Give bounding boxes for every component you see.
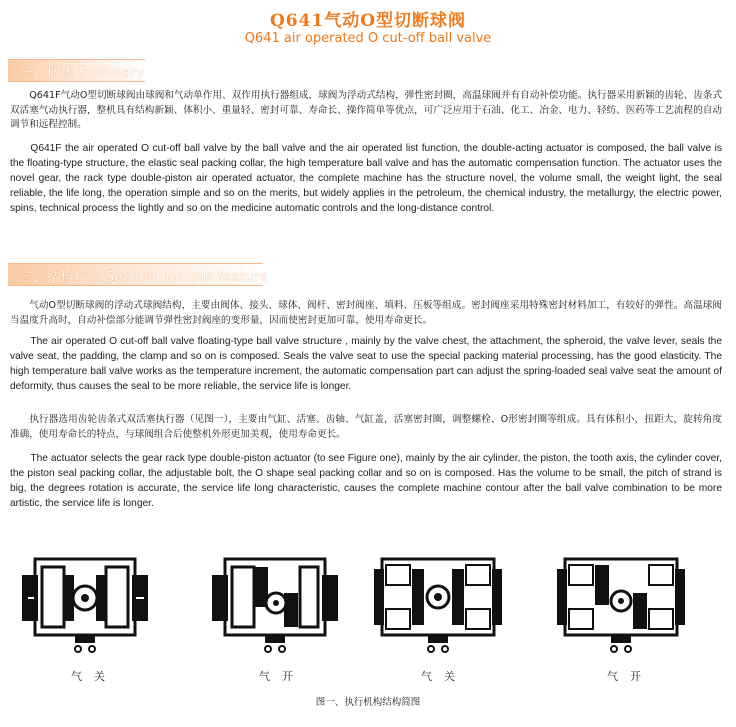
actuator-paragraph-en: The actuator selects the gear rack type double-piston actuator (to see Figure one), mainly by the air cylinder, the piston, the tooth axis, the cylinder cover, the piston seal packing collar, the adjustable bolt, the O shape seal packing collar and so on is composed. Has the volume to be small, the pitch of strand is big, the degrees rotation is accurate, the service life long characteristic, causes the complete machine contour after the ball valve combination to be more artistic, the service life is longer. <box>10 453 722 509</box>
actuator-paragraph-cn: 执行器选用齿轮齿条式双活塞执行器（见图一），主要由气缸、活塞、齿轴、气缸盖，活塞密封圈，调整螺栓、O形密封圈等组成。具有体积小，扭距大，旋转角度准确，使用寿命长的特点，与球阀组合后使整机外形更加美观，使用寿命更长。 <box>10 414 722 440</box>
ball-valve-paragraph-cn: 气动O型切断球阀的浮动式球阀结构，主要由阀体、接头、球体、阀杆、密封阀座、填料、压板等组成。密封阀座采用特殊密封材料加工，有较好的弹性。高温球阀当温度升高时，自动补偿部分能调节弹性密封阀座的变形量，因而使密封更加可靠，使用寿命更长。 <box>10 300 722 326</box>
section-header-summary <box>8 59 145 82</box>
section-heading: 一、概述 Summary <box>20 66 145 81</box>
page-title-en: Q641 air operated O cut-off ball valve <box>244 31 492 46</box>
actuator-diagram-1 <box>20 553 152 663</box>
summary-paragraph-cn: Q641F气动O型切断球阀由球阀和气动单作用、双作用执行器组成，球阀为浮动式结构，弹性密封圈，高温球阀并有自动补偿功能。执行器采用新颖的齿轮、齿条式双活塞气动执行器，整机具有结构新颖、体积小、重量轻、密封可靠、寿命长、操作简单等优点，可广泛应用于石油、化工、冶金、电力、轻纺、医药等工艺流程的自动调节和远程控制。 <box>10 90 722 130</box>
figure-caption: 图一、执行机构结构简图 <box>315 697 421 708</box>
section-header-features <box>8 263 269 286</box>
section-heading: 二、结构特点 Second, unique feature <box>20 270 269 285</box>
figure-label: 气开 <box>607 670 653 683</box>
actuator-diagram-2 <box>210 553 342 663</box>
summary-paragraph-en: Q641F the air operated O cut-off ball valve by the ball valve and the air operated list function, the double-acting actuator is composed, the ball valve is the floating-type structure, the elastic seal packing collar, the high temperature ball valve and has the automatic compensation function. The actuator uses the novel gear, the rack type double-piston air operated actuator, the complete machine has the structure novel, the volume small, the weight light, the seal reliable, the life long, the operation simple and so on the merits, but widely applies in the petroleum, the chemical industry, the metallurgy, the electric power, spins, technical process the lightly and so on the medicine automatic controls and the long-distance control. <box>10 143 722 214</box>
page-title-cn: Q641气动O型切断球阀 <box>269 11 467 31</box>
figure-label: 气关 <box>421 670 467 683</box>
figure-label: 气开 <box>259 670 305 683</box>
actuator-diagram-4 <box>555 553 687 663</box>
figure-label: 气关 <box>71 670 117 683</box>
actuator-diagram-3 <box>372 553 504 663</box>
ball-valve-paragraph-en: The air operated O cut-off ball valve floating-type ball valve structure , mainly by the valve chest, the attachment, the spheroid, the valve lever, seals the valve seat, the padding, the clamp and so on is composed. Seals the valve seat to use the special packing material processing, has the good elasticity. The high temperature ball valve works as the temperature increment, the automatic compensation part can adjust the spring-loaded seal valve seat the amount of deformity, thus causes the seal to be more reliable, the service life is longer. <box>10 336 722 392</box>
